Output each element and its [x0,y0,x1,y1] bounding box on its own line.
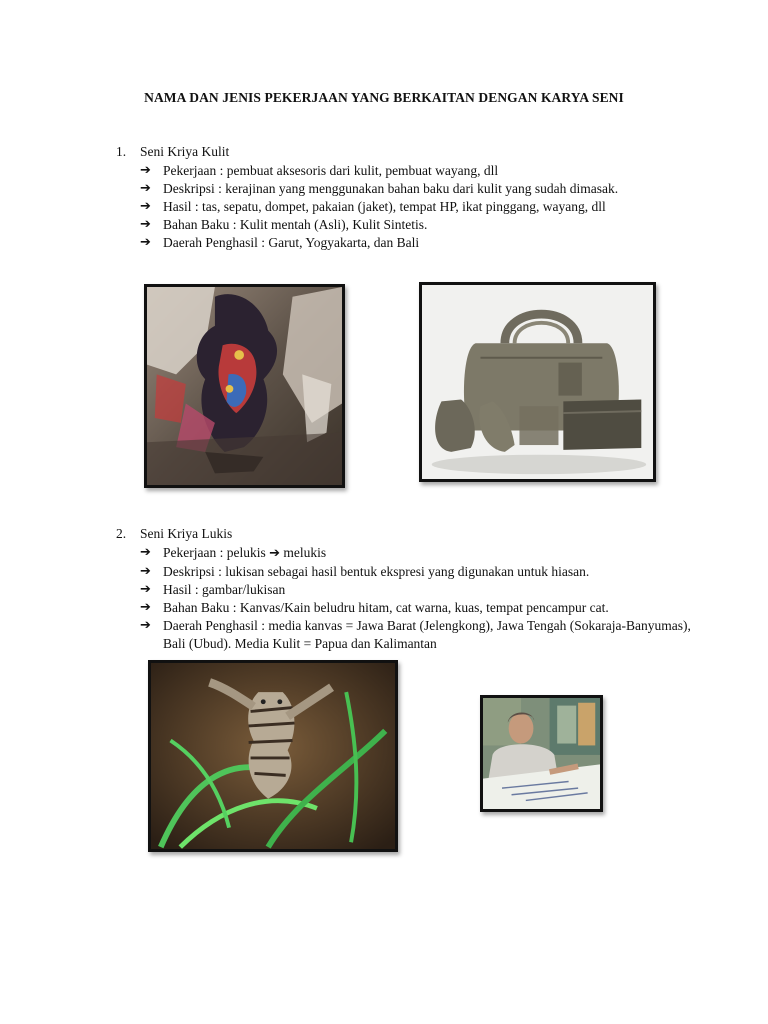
section-heading [116,526,232,542]
list-item: ➔ Deskripsi : kerajinan yang menggunakan bahan baku dari kulit yang sudah dimasak. [140,181,619,196]
tiger-painting-photo [148,660,398,852]
arrow-right-icon: ➔ [140,618,151,633]
list-item: ➔ Hasil : gambar/lukisan [140,582,286,597]
bullet-list [140,162,700,252]
painter-photo [480,695,603,812]
arrow-right-icon: ➔ [140,181,151,196]
list-item: ➔ Bahan Baku : Kulit mentah (Asli), Kulit Sintetis. [140,217,428,232]
list-item: ➔ Hasil : tas, sepatu, dompet, pakaian (jaket), tempat HP, ikat pinggang, wayang, dll [140,199,606,214]
document-title: NAMA DAN JENIS PEKERJAAN YANG BERKAITAN DENGAN KARYA SENI [144,90,624,105]
arrow-right-icon: ➔ [140,564,151,579]
list-item: ➔ Daerah Penghasil : media kanvas = Jawa Barat (Jelengkong), Jawa Tengah (Sokaraja-Banyumas), Bali (Ubud). Media Kulit = Papua dan Kalimantan [140,618,691,651]
list-item: ➔ Daerah Penghasil : Garut, Yogyakarta, dan Bali [140,235,420,250]
arrow-right-icon: ➔ [140,600,151,615]
arrow-right-icon: ➔ [140,199,151,214]
bullet-list [140,544,700,653]
section-heading-text: Seni Kriya Lukis [140,526,233,541]
list-item: ➔ Pekerjaan : pembuat aksesoris dari kulit, pembuat wayang, dll [140,163,499,178]
arrow-right-icon: ➔ [140,235,151,250]
arrow-right-icon: ➔ [140,163,151,178]
section-heading [116,144,229,160]
arrow-right-icon: ➔ [140,217,151,232]
arrow-right-icon: ➔ [269,546,281,561]
leather-bag-photo [419,282,656,482]
section-heading-text: Seni Kriya Kulit [140,144,230,159]
list-item: ➔ Bahan Baku : Kanvas/Kain beludru hitam, cat warna, kuas, tempat pencampur cat. [140,600,609,615]
arrow-right-icon: ➔ [140,545,151,560]
section-number: 2. [116,526,127,541]
list-item: ➔ Deskripsi : lukisan sebagai hasil bentuk ekspresi yang digunakan untuk hiasan. [140,564,590,579]
arrow-right-icon: ➔ [140,582,151,597]
section-number: 1. [116,144,127,159]
wayang-kulit-photo [144,284,345,488]
list-item: ➔ Pekerjaan : pelukis ➔ melukis [140,545,327,561]
